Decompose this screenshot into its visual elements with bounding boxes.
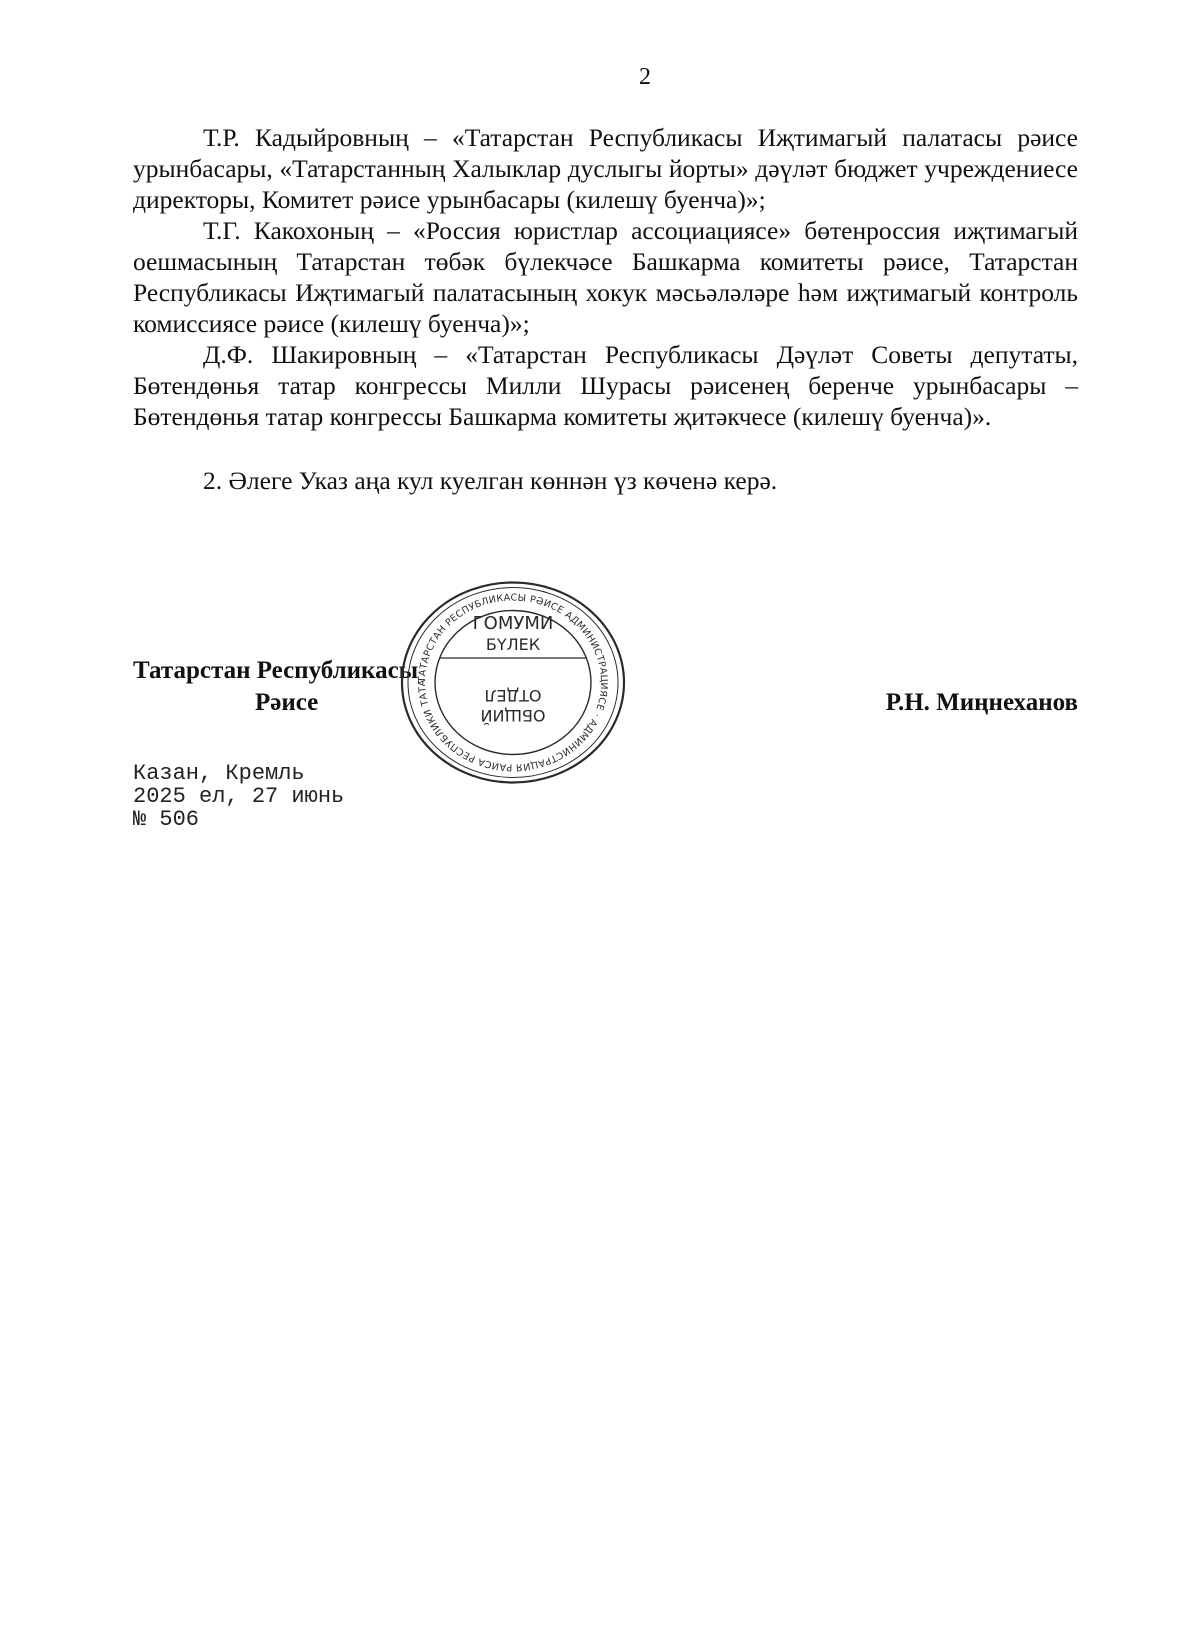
signature-org-line1: Татарстан Республикасы (133, 657, 419, 684)
official-seal (394, 572, 628, 785)
seal-line-3: ОТДЕЛ (484, 686, 542, 705)
paragraph-kakoxo: Т.Г. Какохоның – «Россия юристлар ассоциациясе» бөтенроссия иҗтимагый оешмасының Татарстан төбәк бүлекчәсе Башкарма комитеты рәисе, Татарстан Республикасы Иҗтимагый палатасының хокук мәсьәләләре һәм иҗтимагый контроль комиссиясе рәисе (килешү буенча)»; (133, 216, 1078, 338)
seal-ring-text (394, 572, 609, 773)
seal-line-1: ГОМУМИ (472, 613, 554, 634)
issue-place: Казан, Кремль (133, 761, 305, 786)
seal-line-4: ОБЩИЙ (480, 706, 546, 725)
seal-graphic (394, 572, 628, 785)
seal-line-2: БҮЛЕК (485, 635, 541, 654)
paragraph-item-2: 2. Әлеге Указ аңа кул куелган көннән үз көченә керә. (203, 466, 778, 495)
paragraph-shakirov: Д.Ф. Шакировның – «Татарстан Республикасы Дәүләт Советы депутаты, Бөтендөнья татар конгрессы Милли Шурасы рәисенең беренче урынбасары – Бөтендөнья татар конгрессы Башкарма комитеты җитәкчесе (килешү буенча)». (133, 340, 1078, 431)
seal-ring-textpath: ТАТАРСТАН РЕСПУБЛИКАСЫ РӘИСЕ АДМИНИСТРАЦИЯСЕ · АДМИНИСТРАЦИЯ РАИСА РЕСПУБЛИКИ ТАТАРСТАН · (394, 572, 610, 773)
paragraph-kadyirov: Т.Р. Кадыйровның – «Татарстан Республикасы Иҗтимагый палатасы рәисе урынбасары, «Татарстанның Халыклар дуслыгы йорты» дәүләт бюджет учреждениесе директоры, Комитет рәисе урынбасары (килешү буенча)»; (133, 123, 1078, 214)
issue-number: № 506 (133, 807, 200, 832)
signature-name: Р.Н. Миңнеханов (885, 689, 1078, 716)
signature-org-line2: Рәисе (255, 689, 319, 716)
seal-inverted-group (480, 686, 545, 725)
page-number: 2 (639, 64, 651, 90)
signature-title (133, 655, 418, 719)
issue-date: 2025 ел, 27 июнь (133, 784, 345, 809)
document-body (133, 122, 1078, 496)
issue-block (133, 762, 344, 831)
